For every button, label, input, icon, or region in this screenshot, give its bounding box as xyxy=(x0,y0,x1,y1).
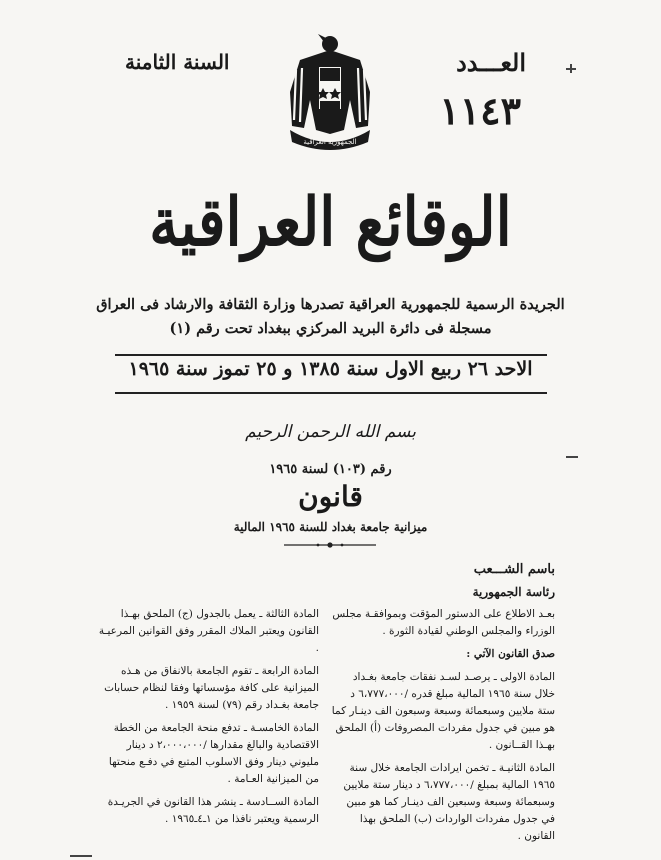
paragraph: المادة الســادسة ـ ينشر هذا القانون في الجريـدة الرسمية ويعتبر نافذا من ١ـ٤ـ١٩٦٥ . xyxy=(107,796,319,825)
paragraph: بعـد الاطلاع على الدستور المؤقت وبموافقـة مجلس الوزراء والمجلس الوطني لقيادة الثورة . xyxy=(332,608,555,637)
basmala: بسم الله الرحمن الرحيم xyxy=(245,422,416,442)
paragraph: المادة الثالثة ـ يعمل بالجدول (ج) الملحق بهـذا القانون ويعتبر الملاك المقرر وفق القوانين المرعيـة . xyxy=(98,608,319,654)
eagle-icon xyxy=(290,34,370,150)
issue-number: ١١٤٣ xyxy=(439,88,521,133)
paragraph: المادة الثانيـة ـ تخمن ايرادات الجامعة خلال سنة ١٩٦٥ المالية بمبلغ /٦،٧٧٧،٠٠٠ د دينار ستة ملايين وسبعمائة وسبعة وسبعين الف دينـار كما هو مبين في جدول مفردات الواردات (ب) الملحق بهذا القانون . xyxy=(343,762,555,842)
issue-label: العـــدد xyxy=(456,48,526,77)
emblem-caption: الجمهورية العراقية xyxy=(303,138,357,146)
divider-top xyxy=(115,354,547,356)
eagle-emblem xyxy=(282,30,378,155)
in-name-of-people: باسم الشـــعب xyxy=(473,562,555,577)
paragraph: المادة الرابعة ـ تقوم الجامعة بالانفاق من هـذه الميزانية على كافة مؤسساتها وفقا لنظام حسابات جامعة بغـداد رقم (٧٩) لسنة ١٩٥٩ . xyxy=(104,665,319,711)
masthead-title: الوقائع العراقية xyxy=(149,182,512,262)
ornament-divider-icon xyxy=(280,540,380,550)
year-label: السنة الثامنة xyxy=(125,50,230,74)
left-column xyxy=(97,606,319,834)
divider-bottom xyxy=(115,392,547,394)
paragraph: المادة الخامسـة ـ تدفع منحة الجامعة من الخطة الاقتصادية والبالغ مقدارها /٢،٠٠٠،٠٠٠ د دينار مليوني دينار وفق الاسلوب المتبع في دفـع منحتها من الميزانية العـامة . xyxy=(108,722,319,785)
law-subtitle: ميزانية جامعة بغداد للسنة ١٩٦٥ المالية xyxy=(233,520,428,534)
right-column xyxy=(330,606,555,851)
presidency-heading: رئاسة الجمهورية xyxy=(472,585,555,599)
margin-mark xyxy=(70,855,92,857)
paragraph: المادة الاولى ـ يرصـد لسـد نفقات جامعة بغـداد خلال سنة ١٩٦٥ المالية مبلغ قدره /٦،٧٧٧،٠٠٠ د ستة ملايين وسبعمائة وسبعة وسبعون الف دينـار كما هو مبين في جدول مفردات المصروفات (أ) الملحق بهـذا القــانون . xyxy=(331,671,555,751)
law-title: قانون xyxy=(298,480,363,513)
subtitle-line-2: مسجلة فى دائرة البريد المركزي ببغداد تحت رقم (١) xyxy=(169,320,492,337)
date-line: الاحد ٢٦ ربيع الاول سنة ١٣٨٥ و ٢٥ تموز سنة ١٩٦٥ xyxy=(128,358,533,380)
law-number: رقم (١٠٣) لسنة ١٩٦٥ xyxy=(269,462,392,477)
margin-mark xyxy=(566,456,578,458)
subtitle-line-1: الجريدة الرسمية للجمهورية العراقية تصدرها وزارة الثقافة والارشاد فى العراق xyxy=(96,296,565,313)
margin-mark xyxy=(570,64,572,73)
paragraph: صدق القانون الآتي : xyxy=(466,648,555,660)
